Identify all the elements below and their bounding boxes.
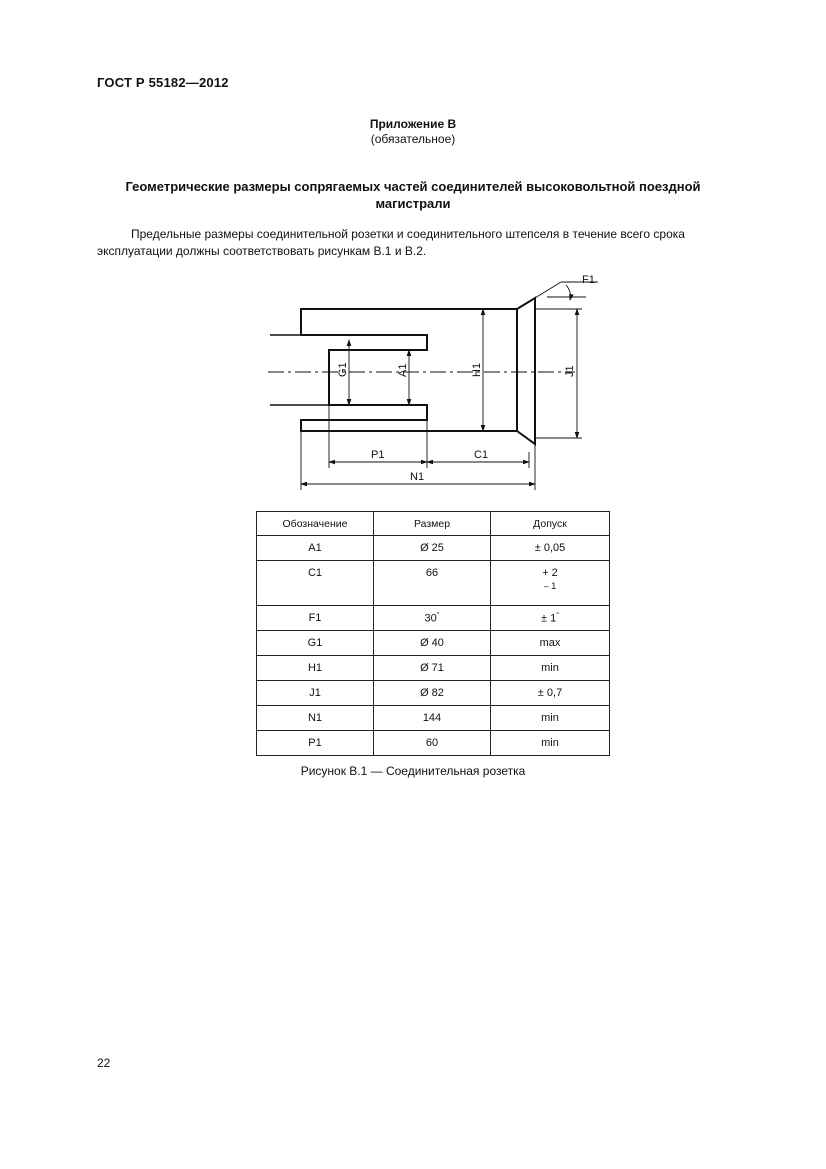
tolerance-cell: min: [491, 731, 610, 756]
size-cell: Ø 40: [374, 631, 491, 656]
tolerance-cell: [491, 561, 610, 606]
designation-cell: N1: [257, 706, 374, 731]
size-cell: Ø 71: [374, 656, 491, 681]
designation-cell: H1: [257, 656, 374, 681]
tolerance-cell: ± 0,7: [491, 681, 610, 706]
table-header-row: [257, 512, 610, 536]
appendix-status: (обязательное): [370, 132, 456, 146]
table-row: [257, 631, 610, 656]
section-heading: Геометрические размеры сопрягаемых частей соединителей высоковольтной поездной магистрали: [125, 179, 701, 211]
table-row: [257, 606, 610, 631]
header-designation: Обозначение: [257, 512, 374, 536]
label-j1: J1: [564, 365, 576, 377]
size-cell: 144: [374, 706, 491, 731]
designation-cell: A1: [257, 536, 374, 561]
figure-caption: Рисунок В.1 — Соединительная розетка: [300, 764, 526, 778]
designation-cell: G1: [257, 631, 374, 656]
standard-header: ГОСТ Р 55182—2012: [97, 75, 229, 90]
tolerance-cell: ± 1°: [491, 606, 610, 631]
page-number: 22: [97, 1056, 111, 1070]
label-a1: A1: [397, 363, 409, 377]
designation-cell: C1: [257, 561, 374, 606]
designation-cell: P1: [257, 731, 374, 756]
dimensions-table: [256, 511, 610, 756]
intro-paragraph: Предельные размеры соединительной розетки и соединительного штепселя в течение всего срока эксплуатации должны соответствовать рисункам В.1 и В.2.: [97, 227, 685, 258]
tolerance-upper: + 2: [542, 567, 558, 579]
label-h1: H1: [471, 362, 483, 377]
table-row: [257, 656, 610, 681]
tolerance-cell: ± 0,05: [491, 536, 610, 561]
label-f1: F1: [582, 274, 595, 286]
tolerance-lower: – 1: [543, 581, 557, 591]
label-g1: G1: [337, 362, 349, 377]
table-row: [257, 706, 610, 731]
tolerance-cell: min: [491, 656, 610, 681]
pin-lines: [270, 335, 329, 405]
table-row: [257, 561, 610, 606]
table-row: [257, 681, 610, 706]
socket-drawing: [0, 0, 826, 500]
size-cell: 30°: [374, 606, 491, 631]
size-cell: 66: [374, 561, 491, 606]
designation-cell: F1: [257, 606, 374, 631]
tolerance-cell: max: [491, 631, 610, 656]
label-c1: C1: [474, 449, 489, 461]
table-row: [257, 731, 610, 756]
header-size: Размер: [374, 512, 491, 536]
table-row: [257, 536, 610, 561]
header-tolerance: Допуск: [491, 512, 610, 536]
label-p1: P1: [371, 449, 385, 461]
tolerance-cell: min: [491, 706, 610, 731]
appendix-title: Приложение В: [369, 117, 457, 131]
designation-cell: J1: [257, 681, 374, 706]
size-cell: Ø 82: [374, 681, 491, 706]
label-n1: N1: [410, 471, 425, 483]
size-cell: Ø 25: [374, 536, 491, 561]
size-cell: 60: [374, 731, 491, 756]
dimension-lines: [301, 282, 598, 490]
